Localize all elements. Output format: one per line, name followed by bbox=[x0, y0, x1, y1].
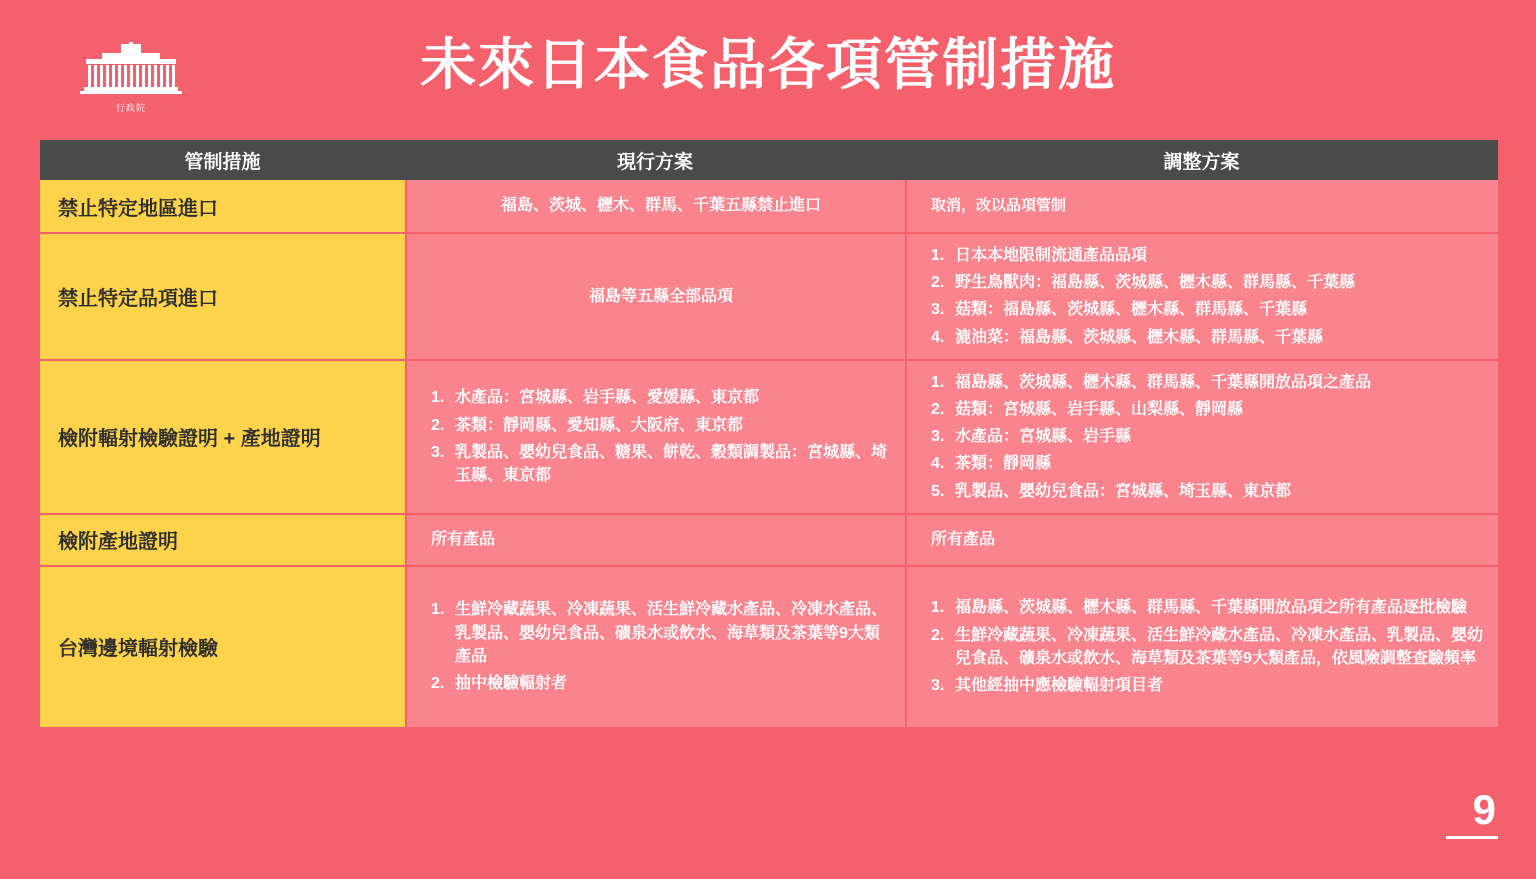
list-item: 茶類：靜岡縣 bbox=[955, 455, 1052, 473]
list-item: 福島縣、茨城縣、櫪木縣、群馬縣、千葉縣開放品項之產品 bbox=[955, 373, 1372, 391]
row-adjusted-cell bbox=[905, 180, 1498, 232]
list-item: 水產品：宮城縣、岩手縣 bbox=[955, 428, 1132, 446]
list-item: 野生鳥獸肉：福島縣、茨城縣、櫪木縣、群馬縣、千葉縣 bbox=[955, 274, 1356, 292]
row-measure-label: 檢附產地證明 bbox=[40, 515, 405, 565]
row-measure-label: 檢附輻射檢驗證明 + 產地證明 bbox=[40, 361, 405, 513]
slide-header bbox=[0, 0, 1536, 130]
cell-list bbox=[931, 244, 1484, 349]
column-header-measure: 管制措施 bbox=[184, 151, 261, 173]
cell-text: 所有產品 bbox=[431, 531, 496, 549]
page-title: 未來日本食品各項管制措施 bbox=[420, 33, 1116, 96]
row-current-cell bbox=[405, 361, 905, 513]
cell-text: 所有產品 bbox=[931, 531, 996, 549]
list-item: 乳製品、嬰幼兒食品：宮城縣、埼玉縣、東京都 bbox=[955, 482, 1292, 500]
list-item: 菇類：福島縣、茨城縣、櫪木縣、群馬縣、千葉縣 bbox=[955, 301, 1308, 319]
row-measure-label: 禁止特定地區進口 bbox=[40, 180, 405, 232]
column-header-current: 現行方案 bbox=[616, 151, 693, 173]
list-item: 日本本地限制流通產品品項 bbox=[955, 247, 1148, 264]
row-adjusted-cell bbox=[905, 234, 1498, 359]
cell-text: 取消，改以品項管制 bbox=[931, 197, 1067, 215]
page-number: 9 bbox=[1472, 786, 1496, 833]
row-measure-label: 台灣邊境輻射檢驗 bbox=[40, 567, 405, 727]
table-row bbox=[40, 515, 1498, 567]
list-item: 生鮮冷藏蔬果、冷凍蔬果、活生鮮冷藏水產品、冷凍水產品、乳製品、嬰幼兒食品、礦泉水或飲水、海草類及茶葉等9大類產品，依風險調整查驗頻率 bbox=[955, 626, 1484, 667]
cell-list bbox=[431, 598, 891, 695]
column-header-adjusted: 調整方案 bbox=[1163, 151, 1240, 173]
cell-list bbox=[931, 371, 1484, 503]
list-item: 福島縣、茨城縣、櫪木縣、群馬縣、千葉縣開放品項之所有產品逐批檢驗 bbox=[955, 599, 1468, 617]
table-row bbox=[40, 234, 1498, 361]
list-item: 菇類：宮城縣、岩手縣、山梨縣、靜岡縣 bbox=[955, 400, 1244, 418]
row-current-cell bbox=[405, 180, 905, 232]
table-row bbox=[40, 361, 1498, 515]
row-current-cell bbox=[405, 234, 905, 359]
list-item: 乳製品、嬰幼兒食品、糖果、餅乾、穀類調製品：宮城縣、埼玉縣、東京都 bbox=[455, 443, 888, 484]
row-measure-label: 禁止特定品項進口 bbox=[40, 234, 405, 359]
list-item: 抽中檢驗輻射者 bbox=[455, 674, 568, 692]
logo-caption: 行政院 bbox=[115, 103, 146, 113]
list-item: 其他經抽中應檢驗輻射項目者 bbox=[955, 676, 1164, 694]
cell-list bbox=[931, 596, 1484, 697]
list-item: 漉油菜：福島縣、茨城縣、櫪木縣、群馬縣、千葉縣 bbox=[955, 328, 1324, 346]
cell-text: 福島、茨城、櫪木、群馬、千葉五縣禁止進口 bbox=[500, 197, 821, 215]
table-row bbox=[40, 567, 1498, 729]
row-current-cell bbox=[405, 567, 905, 727]
cell-text: 福島等五縣全部品項 bbox=[588, 287, 733, 305]
list-item: 茶類：靜岡縣、愛知縣、大阪府、東京都 bbox=[455, 416, 744, 434]
control-measures-table bbox=[40, 140, 1498, 729]
table-row bbox=[40, 180, 1498, 234]
row-adjusted-cell bbox=[905, 361, 1498, 513]
list-item: 水產品：宮城縣、岩手縣、愛媛縣、東京都 bbox=[455, 389, 760, 407]
row-current-cell bbox=[405, 515, 905, 565]
row-adjusted-cell bbox=[905, 567, 1498, 727]
cell-list bbox=[431, 386, 891, 487]
page-number-rule bbox=[1446, 836, 1498, 839]
table-header-row bbox=[40, 140, 1498, 180]
list-item: 生鮮冷藏蔬果、冷凍蔬果、活生鮮冷藏水產品、冷凍水產品、乳製品、嬰幼兒食品、礦泉水或飲水、海草類及茶葉等9大類產品 bbox=[455, 601, 888, 665]
row-adjusted-cell bbox=[905, 515, 1498, 565]
